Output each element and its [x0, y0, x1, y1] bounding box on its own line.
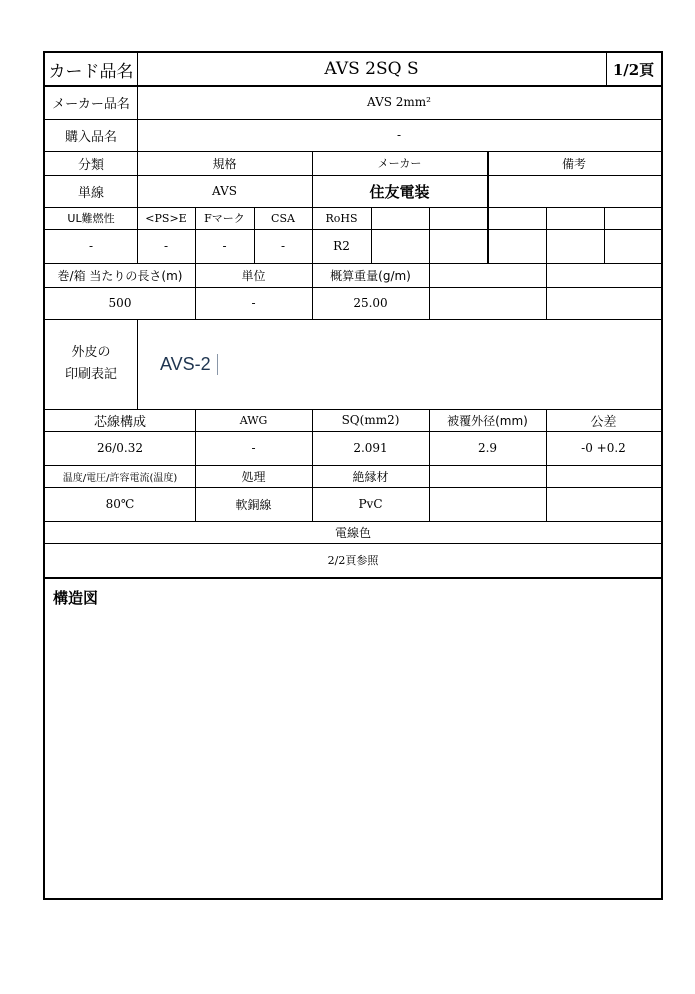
print-marking-value[interactable] [137, 319, 661, 409]
awg-header: AWG [239, 413, 268, 427]
construction-header: 芯線構成 [93, 414, 146, 430]
tolerance-value: -0 +0.2 [581, 441, 626, 455]
maker-name-value: AVS 2mm² [367, 95, 431, 109]
f-mark-header: Fマーク [204, 212, 245, 225]
print-marking-text: AVS-2 [160, 353, 211, 374]
outer-diameter-header: 被覆外径(mm) [447, 413, 528, 428]
structure-diagram-title: 構造図 [53, 589, 99, 607]
standard-value: AVS [212, 184, 237, 198]
wire-color-value: 2/2頁参照 [327, 554, 379, 567]
pse-header: <PS>E [145, 211, 187, 225]
spec-sheet [43, 51, 663, 900]
outer-diameter-value: 2.9 [477, 441, 498, 455]
maker-name-label: メーカー品名 [52, 96, 130, 112]
pse-value: - [163, 239, 169, 253]
category-value: 単線 [77, 185, 104, 201]
awg-value: - [251, 441, 256, 455]
weight-header: 概算重量(g/m) [330, 268, 411, 283]
maker-header: メーカー [377, 157, 422, 170]
product-name: AVS 2SQ S [324, 59, 419, 79]
text-caret [217, 354, 218, 375]
card-name-label: カード品名 [48, 61, 134, 82]
f-mark-value: - [222, 239, 227, 253]
construction-value: 26/0.32 [96, 441, 144, 455]
unit-header: 単位 [241, 268, 266, 283]
purchase-name-value: - [396, 128, 402, 142]
print-marking-label [45, 319, 137, 409]
purchase-name-label: 購入品名 [64, 129, 117, 145]
print-marking-label-line2: 印刷表記 [64, 367, 117, 382]
length-value: 500 [108, 296, 132, 310]
remarks-value [487, 175, 661, 207]
process-header: 処理 [241, 469, 266, 484]
unit-value: - [251, 296, 256, 310]
insulation-value: PvC [358, 497, 383, 511]
process-value: 軟銅線 [235, 497, 272, 512]
length-header: 巻/箱 当たりの長さ(m) [57, 268, 183, 283]
remarks-header: 備考 [561, 156, 586, 171]
csa-header: CSA [271, 211, 295, 225]
tolerance-header: 公差 [590, 414, 617, 430]
rohs-value: R2 [333, 239, 350, 253]
print-marking-label-line1: 外皮の [71, 345, 111, 360]
temp-header: 温度/電圧/許容電流(温度) [62, 472, 178, 484]
standard-header: 規格 [212, 156, 237, 171]
ul-flame-header: UL難燃性 [67, 212, 115, 225]
insulation-header: 絶縁材 [352, 469, 389, 484]
wire-color-label: 電線色 [334, 525, 371, 540]
category-header: 分類 [77, 157, 104, 173]
weight-value: 25.00 [353, 296, 388, 310]
structure-diagram-area [45, 579, 661, 898]
csa-value: - [280, 239, 286, 253]
ul-flame-value: - [88, 239, 94, 253]
temp-value: 80℃ [105, 497, 135, 511]
sq-value: 2.091 [353, 441, 388, 455]
rohs-header: RoHS [325, 211, 358, 225]
page-number: 1/2頁 [612, 60, 655, 79]
sq-header: SQ(mm2) [341, 413, 400, 427]
maker-value: 住友電装 [369, 182, 430, 201]
